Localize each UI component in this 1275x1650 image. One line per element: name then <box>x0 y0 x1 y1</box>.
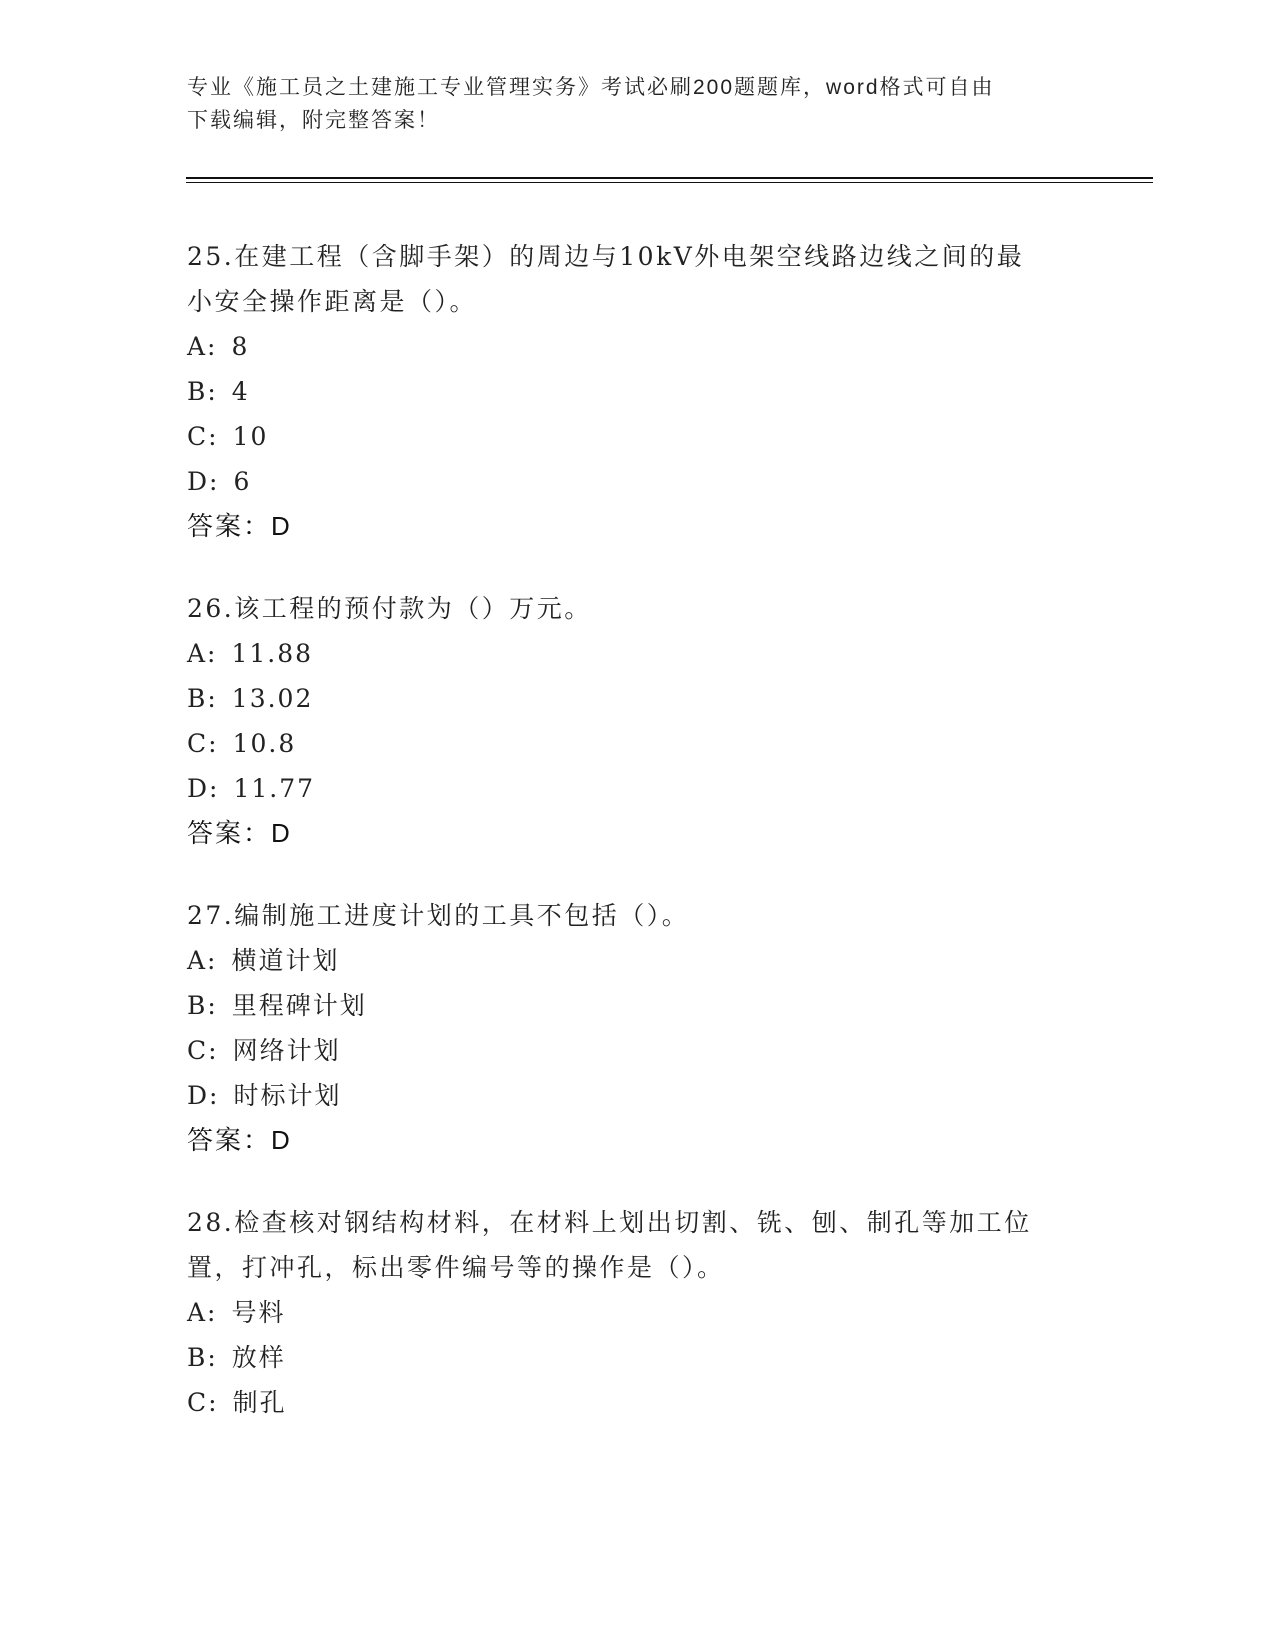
option-text: 8 <box>231 332 250 361</box>
option-key: B: <box>187 1343 218 1372</box>
question-stem-line-1: 27.编制施工进度计划的工具不包括（）。 <box>187 901 690 930</box>
question-list <box>187 234 1087 1462</box>
header-divider-thin <box>186 182 1153 183</box>
option-key: C: <box>187 422 219 451</box>
answer-line: 答案：D <box>187 511 292 541</box>
question-27 <box>187 893 1087 1163</box>
option-b <box>187 676 1087 721</box>
option-text: 横道计划 <box>231 946 340 975</box>
header-line-1: 专业《施工员之土建施工专业管理实务》考试必刷200题题库，word格式可自由 <box>187 76 995 99</box>
question-28 <box>187 1200 1087 1425</box>
option-text: 11.88 <box>231 639 314 668</box>
option-b <box>187 369 1087 414</box>
option-text: 4 <box>231 377 250 406</box>
option-key: B: <box>187 377 218 406</box>
question-stem-line-1: 28.检查核对钢结构材料，在材料上划出切割、铣、刨、制孔等加工位 <box>187 1208 1032 1237</box>
option-b <box>187 983 1087 1028</box>
option-text: 13.02 <box>231 684 314 713</box>
answer-line: 答案：D <box>187 818 292 848</box>
option-a <box>187 1290 1087 1335</box>
option-c <box>187 721 1087 766</box>
option-text: 制孔 <box>232 1388 287 1417</box>
option-key: D: <box>187 774 220 803</box>
option-a <box>187 324 1087 369</box>
option-text: 网络计划 <box>232 1036 341 1065</box>
header-line-2: 下载编辑，附完整答案！ <box>187 109 440 132</box>
option-key: A: <box>187 946 218 975</box>
question-stem-line-2: 置，打冲孔，标出零件编号等的操作是（）。 <box>187 1253 725 1282</box>
option-text: 号料 <box>231 1298 286 1327</box>
option-text: 放样 <box>231 1343 286 1372</box>
option-key: A: <box>187 639 218 668</box>
question-26 <box>187 586 1087 856</box>
document-header <box>187 71 1067 137</box>
option-d <box>187 1073 1087 1118</box>
question-stem-line-2: 小安全操作距离是（）。 <box>187 287 478 316</box>
question-stem-line-1: 26.该工程的预付款为（）万元。 <box>187 594 592 623</box>
option-key: B: <box>187 991 218 1020</box>
option-text: 6 <box>233 467 252 496</box>
question-stem-line-1: 25.在建工程（含脚手架）的周边与10kV外电架空线路边线之间的最 <box>187 242 1025 271</box>
option-text: 10.8 <box>232 729 297 758</box>
option-c <box>187 1028 1087 1073</box>
option-key: C: <box>187 1036 219 1065</box>
header-divider-thick <box>186 177 1153 179</box>
option-text: 时标计划 <box>233 1081 342 1110</box>
option-text: 10 <box>232 422 269 451</box>
option-c <box>187 414 1087 459</box>
option-b <box>187 1335 1087 1380</box>
option-a <box>187 938 1087 983</box>
option-key: A: <box>187 1298 218 1327</box>
option-text: 11.77 <box>233 774 316 803</box>
option-c <box>187 1380 1087 1425</box>
option-d <box>187 766 1087 811</box>
option-key: A: <box>187 332 218 361</box>
option-key: D: <box>187 1081 220 1110</box>
option-d <box>187 459 1087 504</box>
option-a <box>187 631 1087 676</box>
option-key: C: <box>187 1388 219 1417</box>
option-key: C: <box>187 729 219 758</box>
question-25 <box>187 234 1087 549</box>
option-key: B: <box>187 684 218 713</box>
answer-line: 答案：D <box>187 1125 292 1155</box>
option-key: D: <box>187 467 220 496</box>
option-text: 里程碑计划 <box>231 991 367 1020</box>
